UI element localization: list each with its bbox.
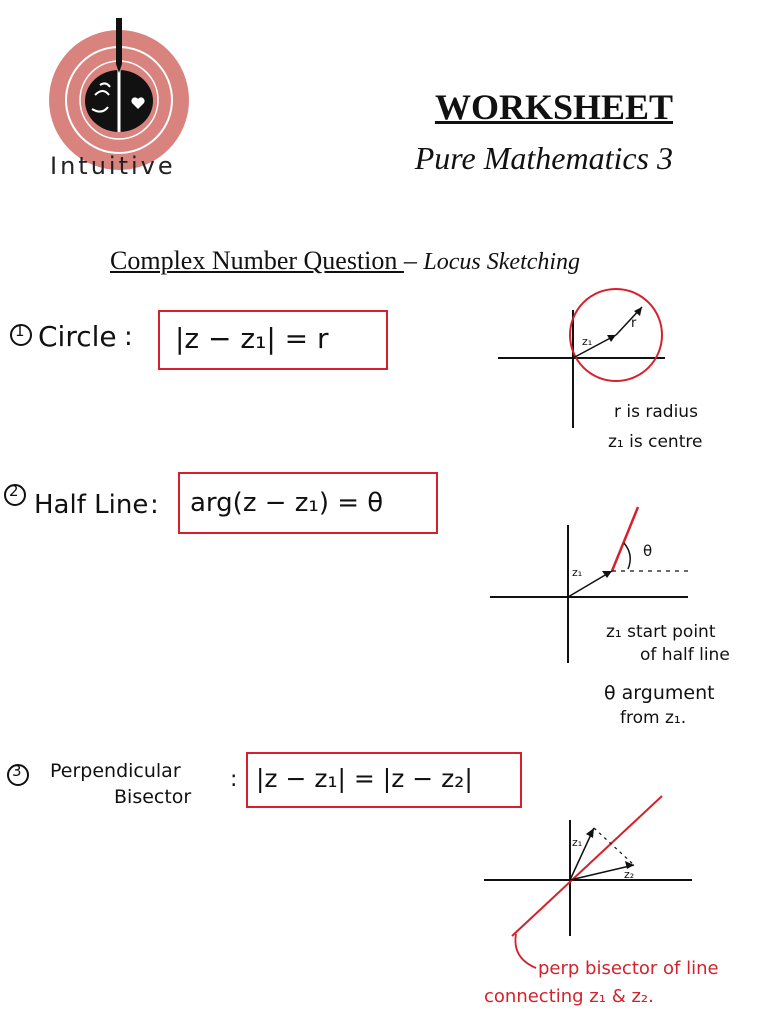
circle-radius-label: r (631, 316, 637, 331)
item-3-label-line1: Perpendicular (50, 760, 181, 782)
circle-vector-label: z₁ (582, 335, 593, 348)
perp-note-1: perp bisector of line (538, 958, 719, 979)
section-heading-dash: – (403, 246, 417, 275)
half-line-note-4: from z₁. (620, 708, 687, 728)
section-heading-main: Complex Number Question (110, 246, 404, 275)
item-3-formula: |z − z₁| = |z − z₂| (256, 764, 473, 793)
logo-text: Intuitive (50, 152, 176, 180)
circle-note-2: z₁ is centre (608, 432, 703, 452)
item-2-colon: : (150, 490, 159, 520)
section-heading (110, 246, 580, 276)
item-2-number: 2 (9, 482, 19, 500)
perp-vector-1-label: z₁ (572, 836, 583, 849)
item-3-colon: : (230, 767, 238, 792)
perp-bisector-diagram (482, 790, 702, 940)
perp-vector-2-label: z₂ (624, 868, 635, 881)
circle-note-1: r is radius (614, 402, 698, 422)
page-subtitle: Pure Mathematics 3 (414, 140, 673, 176)
page-title: WORKSHEET (434, 87, 673, 127)
item-1-label: Circle (38, 320, 117, 353)
item-2-formula: arg(z − z₁) = θ (190, 488, 384, 518)
item-3-label-line2: Bisector (114, 786, 192, 808)
item-1-number: 1 (15, 322, 25, 340)
half-line-vector-label: z₁ (572, 566, 583, 579)
item-3-number: 3 (12, 762, 22, 780)
item-1-colon: : (124, 322, 133, 352)
item-2-label: Half Line (34, 490, 149, 520)
half-line-angle-label: θ (643, 542, 653, 560)
perp-note-2: connecting z₁ & z₂. (484, 986, 654, 1007)
section-heading-sub: Locus Sketching (423, 249, 581, 275)
logo (40, 15, 200, 180)
half-line-note-2: of half line (640, 645, 730, 665)
half-line-note-3: θ argument (604, 682, 715, 704)
item-1-formula: |z − z₁| = r (175, 322, 329, 355)
half-line-note-1: z₁ start point (606, 622, 716, 642)
